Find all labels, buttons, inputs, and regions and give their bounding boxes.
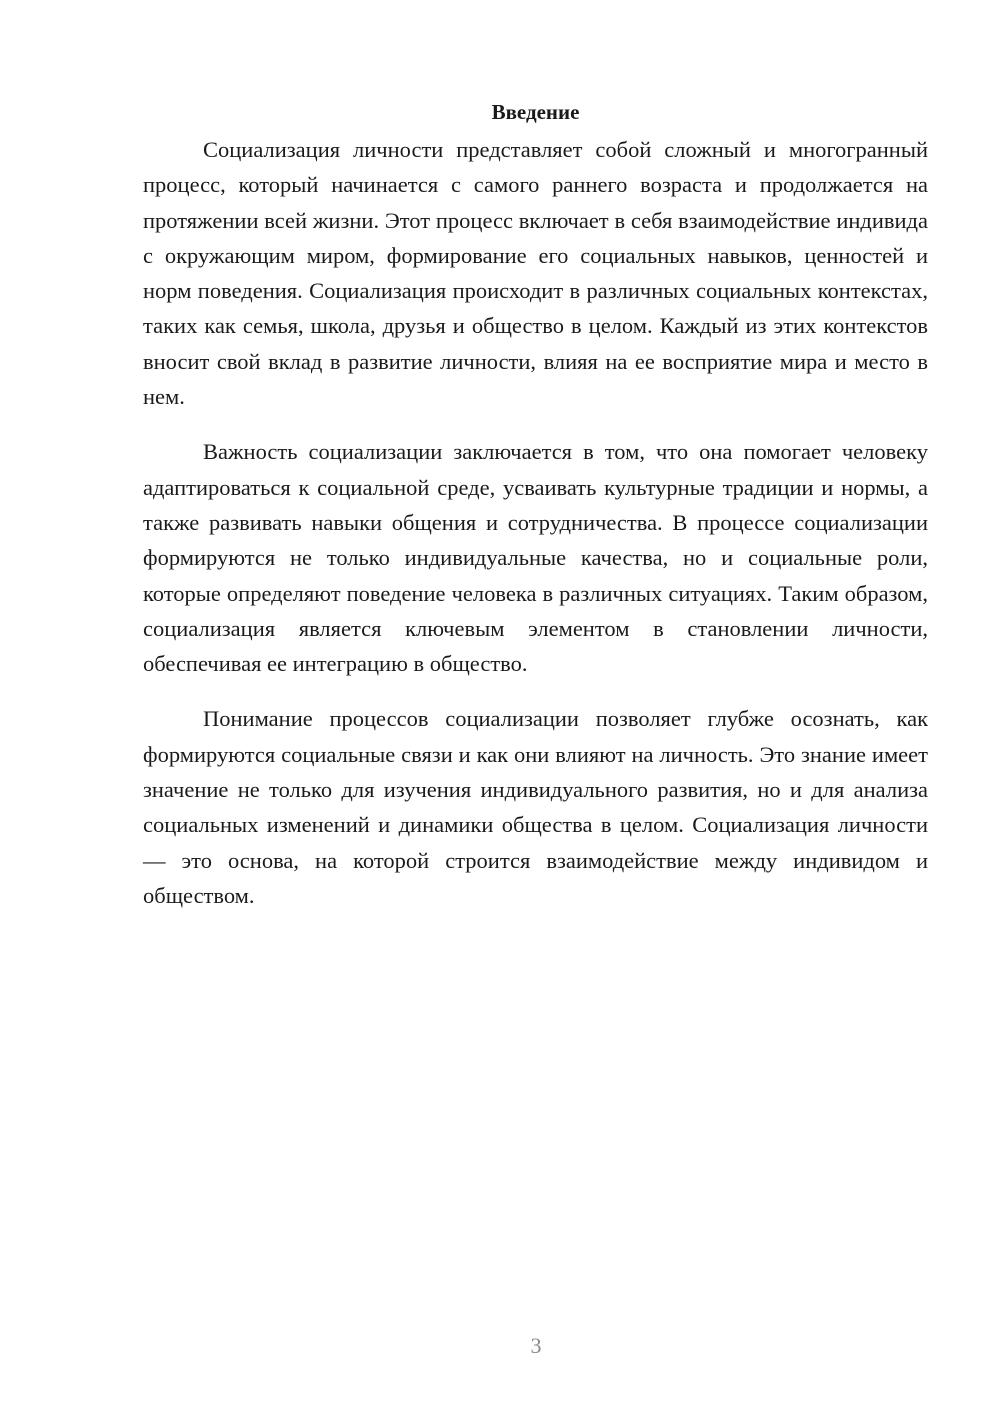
paragraph-1: Социализация личности представляет собой сложный и многогранный процесс, который начинается с самого раннего возраста и продолжается на протяжении всей жизни. Этот процесс включает в себя взаимодействие индивида с окружающим миром, формирование его социальных навыков, ценностей и норм поведения. Социализация происходит в различных социальных контекстах, таких как семья, школа, друзья и общество в целом. Каждый из этих контекстов вносит свой вклад в развитие личности, влияя на ее восприятие мира и место в нем. [143,137,928,410]
page-number: 3 [530,1333,542,1358]
section-heading: Введение [491,100,580,124]
page-content [143,96,928,933]
paragraph-3: Понимание процессов социализации позволяет глубже осознать, как формируются социальные связи и как они влияют на личность. Это знание имеет значение не только для изучения индивидуального развития, но и для анализа социальных изменений и динамики общества в целом. Социализация личности — это основа, на которой строится взаимодействие между индивидом и обществом. [143,706,928,908]
paragraph-2: Важность социализации заключается в том, что она помогает человеку адаптироваться к социальной среде, усваивать культурные традиции и нормы, а также развивать навыки общения и сотрудничества. В процессе социализации формируются не только индивидуальные качества, но и социальные роли, которые определяют поведение человека в различных ситуациях. Таким образом, социализация является ключевым элементом в становлении личности, обеспечивая ее интеграцию в общество. [143,439,928,677]
